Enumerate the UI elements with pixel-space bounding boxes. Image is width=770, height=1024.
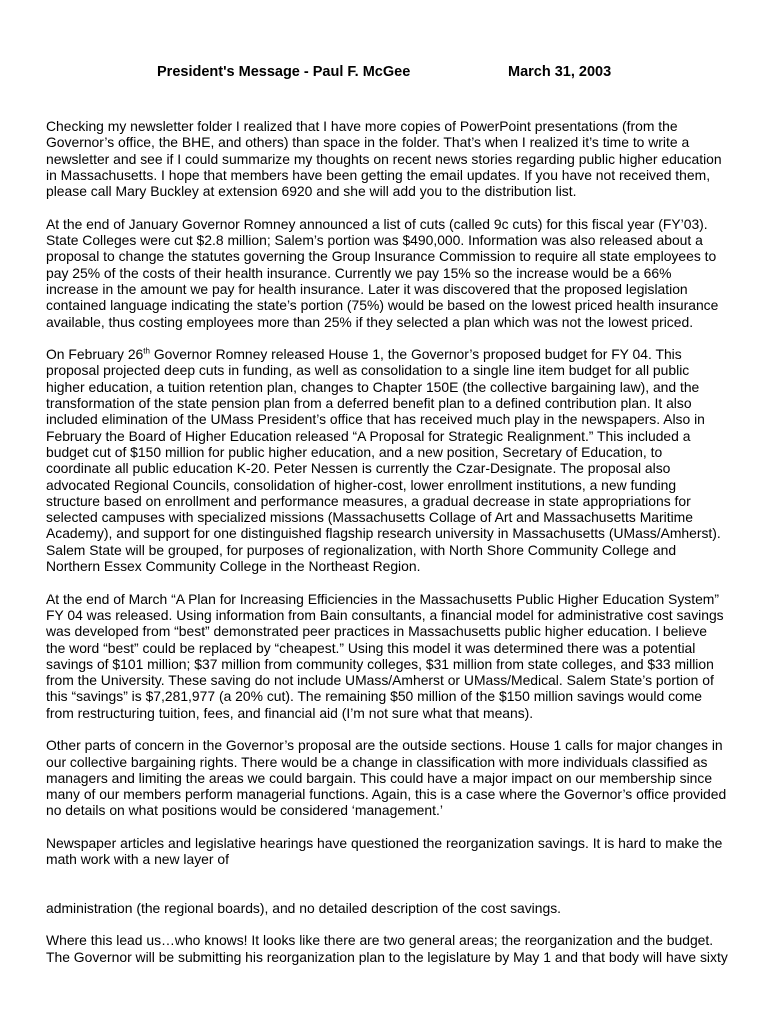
text-line: transformation of the state pension plan from a deferred benefit plan to a defined contribution plan. It also	[46, 395, 692, 412]
message-title: President's Message - Paul F. McGee	[157, 64, 411, 80]
text-line: was developed from “best” demonstrated peer practices in Massachusetts public higher education. I believe	[46, 623, 707, 640]
text-line: Governor’s office, the BHE, and others) than space in the folder. That’s when I realized it’s time to write a	[46, 134, 690, 151]
text-line: February the Board of Higher Education released “A Proposal for Strategic Realignment.” This included a	[46, 427, 691, 444]
text-line: Checking my newsletter folder I realized that I have more copies of PowerPoint presentations (from the	[46, 118, 678, 134]
text-line: proposal projected deep cuts in funding, as well as consolidation to a single line item budget for all public	[46, 362, 690, 379]
text-line: savings of $101 million; $37 million from community colleges, $31 million from state colleges, and $33 million	[46, 655, 714, 672]
text-line: available, thus costing employees more than 25% if they selected a plan which was not the lowest priced.	[46, 313, 694, 330]
text-line: higher education, a tuition retention plan, changes to Chapter 150E (the collective bargaining law), and the	[46, 378, 700, 395]
text-line: pay 25% of the costs of their health insurance. Currently we pay 15% so the increase would be a 66%	[46, 264, 672, 281]
page-header	[0, 64, 770, 84]
text-line: from the University. These saving do not include UMass/Amherst or UMass/Medical. Salem State’s portion of	[46, 672, 714, 689]
text-line: advocated Regional Councils, consolidation of higher-cost, lower enrollment institutions, a new funding	[46, 476, 677, 493]
message-body	[46, 118, 736, 981]
text-line: Northern Essex Community College in the Northeast Region.	[46, 558, 421, 575]
first-line-suffix: Governor Romney released House 1, the Governor’s proposed budget for FY 04. This	[149, 346, 682, 363]
text-line: Academy), and support for one distinguished flagship research university in Massachusetts (UMass/Amherst).	[46, 525, 721, 542]
text-line: contained language indicating the state’s portion (75%) would be based on the lowest priced health insurance	[46, 297, 719, 314]
text-line: At the end of January Governor Romney announced a list of cuts (called 9c cuts) for this fiscal year (FY’03).	[46, 215, 708, 232]
text-line: math work with a new layer of	[46, 851, 229, 868]
text-line: FY 04 was released. Using information from Bain consultants, a financial model for administrative cost savings	[46, 606, 724, 623]
paragraph-efficiency-plan	[46, 591, 736, 721]
message-date: March 31, 2003	[508, 64, 612, 80]
text-line: Salem State will be grouped, for purposes of regionalization, with North Shore Community College and	[46, 541, 677, 558]
text-line: this “savings” is $7,281,977 (a 20% cut). The remaining $50 million of the $150 million savings would come	[46, 688, 703, 705]
text-line: selected campuses with specialized missions (Massachusetts Collage of Art and Massachusetts Maritime	[46, 509, 693, 526]
text-line: increase in the amount we pay for health insurance. Later it was discovered that the proposed legislation	[46, 280, 688, 297]
text-line: many of our members perform managerial functions. Again, this is a case where the Governor’s office provided	[46, 786, 727, 803]
paragraph-house-1-budget	[46, 346, 736, 574]
paragraph-regional-boards	[46, 900, 736, 916]
paragraph-january-cuts	[46, 216, 736, 330]
text-line: please call Mary Buckley at extension 6920 and she will add you to the distribution list.	[46, 183, 577, 200]
text-line: administration (the regional boards), and no detailed description of the cost savings.	[46, 899, 562, 916]
text-line: Newspaper articles and legislative hearings have questioned the reorganization savings. It is hard to make the	[46, 835, 723, 852]
text-line: newsletter and see if I could summarize my thoughts on recent news stories regarding public higher education	[46, 150, 722, 167]
text-line: from restructuring tuition, fees, and financial aid (I’m not sure what that means).	[46, 704, 534, 721]
text-line	[46, 346, 682, 362]
text-line: At the end of March “A Plan for Increasing Efficiencies in the Massachusetts Public Higher Education System”	[46, 590, 719, 607]
text-line: Other parts of concern in the Governor’s proposal are the outside sections. House 1 calls for major changes in	[46, 737, 723, 754]
text-line: the word “best” could be replaced by “cheapest.” Using this model it was determined there was a potential	[46, 639, 696, 656]
text-line: State Colleges were cut $2.8 million; Salem’s portion was $490,000. Information was also released about a	[46, 232, 703, 249]
text-line: budget cut of $150 million for public higher education, and a new position, Secretary of Education, to	[46, 443, 663, 460]
paragraph-reorganization-savings	[46, 835, 736, 868]
ordinal-suffix: th	[143, 346, 150, 356]
paragraph-where-this-leads	[46, 932, 736, 965]
text-line: proposal to change the statutes governing the Group Insurance Commission to require all state employees to	[46, 248, 717, 265]
paragraph-newsletter-intro	[46, 118, 736, 199]
text-line: no details on what positions would be considered ‘management.’	[46, 802, 443, 819]
text-line: included elimination of the UMass President’s office that has received much play in the newspapers. Also in	[46, 411, 705, 428]
text-line: managers and limiting the areas we could bargain. This could have a major impact on our membership since	[46, 769, 713, 786]
text-line: coordinate all public education K-20. Peter Nessen is currently the Czar-Designate. The proposal also	[46, 460, 671, 477]
text-line: The Governor will be submitting his reorganization plan to the legislature by May 1 and that body will have sixty	[46, 948, 728, 965]
text-line: Where this lead us…who knows! It looks like there are two general areas; the reorganization and the budget.	[46, 932, 714, 949]
paragraph-outside-sections	[46, 737, 736, 818]
text-line: structure based on enrollment and performance measures, a gradual decrease in state appropriations for	[46, 492, 691, 509]
text-line: our collective bargaining rights. There would be a change in classification with more individuals classified as	[46, 753, 708, 770]
text-line: in Massachusetts. I hope that members have been getting the email updates. If you have not received them,	[46, 166, 711, 183]
first-line-prefix: On February 26	[46, 346, 144, 363]
